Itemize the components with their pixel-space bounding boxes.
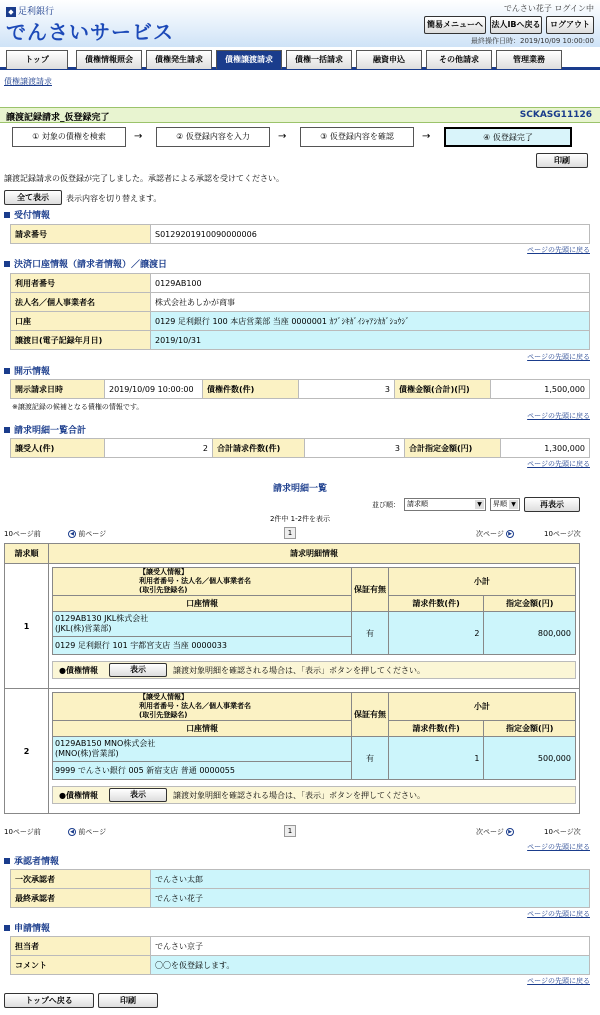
sort-value: 請求順 bbox=[407, 500, 428, 508]
claim-label: ●債権情報 bbox=[59, 791, 98, 800]
section-disclosure bbox=[4, 364, 50, 377]
field-label: 合計指定金額(円) bbox=[405, 439, 501, 458]
summary-table bbox=[10, 438, 590, 458]
spacer bbox=[52, 804, 576, 810]
section-title: 決済口座情報（請求者情報）／譲渡日 bbox=[14, 260, 168, 270]
total-amount: 1,300,000 bbox=[501, 439, 590, 458]
chevron-down-icon: ▼ bbox=[475, 500, 484, 509]
assignee-info bbox=[53, 737, 352, 762]
section-marker-icon bbox=[4, 368, 10, 374]
guarantee-value: 有 bbox=[352, 737, 389, 780]
chevron-down-icon: ▼ bbox=[509, 500, 518, 509]
col-amount: 指定金額(円) bbox=[484, 721, 576, 737]
field-label: 合計請求件数(件) bbox=[213, 439, 305, 458]
field-label: 譲受人(件) bbox=[11, 439, 105, 458]
back-to-top-link[interactable]: ページの先頭に戻る bbox=[527, 977, 590, 985]
tab-inquiry[interactable]: 債権情報照会 bbox=[76, 50, 142, 69]
claim-info-bar bbox=[52, 786, 576, 804]
print-button-top[interactable]: 印刷 bbox=[536, 153, 588, 168]
designated-amount: 800,000 bbox=[484, 612, 576, 655]
page-title: 譲渡記録請求_仮登録完了 bbox=[6, 113, 110, 123]
assignee-info bbox=[53, 612, 352, 637]
disclosure-note: ※譲渡記録の候補となる債権の情報です。 bbox=[12, 403, 144, 411]
col-subtotal: 小計 bbox=[388, 693, 575, 721]
next-link[interactable] bbox=[476, 529, 514, 539]
row-no: 2 bbox=[5, 689, 49, 814]
field-label: 開示請求日時 bbox=[11, 380, 105, 399]
arrow-left-icon: ◀ bbox=[68, 828, 76, 836]
order-value: 昇順 bbox=[493, 500, 507, 508]
section-summary bbox=[4, 423, 86, 436]
back-to-top-link[interactable]: ページの先頭に戻る bbox=[527, 246, 590, 254]
user-number: 0129AB100 bbox=[151, 274, 590, 293]
detail-inner bbox=[52, 692, 576, 780]
step-arrow-icon: → bbox=[278, 131, 287, 142]
step-4-current: ④ 仮登録完了 bbox=[444, 127, 572, 147]
detail-inner bbox=[52, 567, 576, 655]
step-2: ② 仮登録内容を入力 bbox=[156, 127, 270, 147]
col-detail: 請求明細情報 bbox=[49, 544, 580, 564]
claim-info-bar bbox=[52, 661, 576, 679]
show-all-button[interactable]: 全て表示 bbox=[4, 190, 62, 205]
section-marker-icon bbox=[4, 925, 10, 931]
claim-show-button[interactable]: 表示 bbox=[109, 788, 167, 802]
claim-amount: 1,500,000 bbox=[491, 380, 590, 399]
field-label: 譲渡日(電子記録年月日) bbox=[11, 331, 151, 350]
section-marker-icon bbox=[4, 858, 10, 864]
section-title: 受付情報 bbox=[14, 211, 51, 221]
total-request-count: 3 bbox=[305, 439, 405, 458]
person-in-charge: でんさい京子 bbox=[151, 937, 590, 956]
corp-name: 株式会社あしかが商事 bbox=[151, 293, 590, 312]
section-title: 請求明細一覧合計 bbox=[14, 426, 87, 436]
simple-menu-button[interactable]: 簡易メニューへ bbox=[424, 16, 486, 34]
col-account: 口座情報 bbox=[53, 596, 352, 612]
back-to-top-button[interactable]: トップへ戻る bbox=[4, 993, 94, 1008]
col-count: 請求件数(件) bbox=[388, 596, 484, 612]
final-approver: でんさい花子 bbox=[151, 889, 590, 908]
back-to-top-link[interactable]: ページの先頭に戻る bbox=[527, 353, 590, 361]
redisplay-button[interactable]: 再表示 bbox=[524, 497, 580, 512]
back-to-top-link[interactable]: ページの先頭に戻る bbox=[527, 843, 590, 851]
breadcrumb[interactable]: 債権譲渡請求 bbox=[4, 77, 52, 86]
step-arrow-icon: → bbox=[422, 131, 431, 142]
col-amount: 指定金額(円) bbox=[484, 596, 576, 612]
arrow-right-icon: ▶ bbox=[506, 828, 514, 836]
spacer bbox=[52, 679, 576, 685]
section-title: 承認者情報 bbox=[14, 857, 60, 867]
account-info: 0129 足利銀行 100 本店営業部 当座 0000001 ｶﾌﾞｼｷｶﾞｲｼｬｱｼｶｶﾞｼｮｳｼﾞ bbox=[151, 312, 590, 331]
field-label: 一次承認者 bbox=[11, 870, 151, 889]
col-account: 口座情報 bbox=[53, 721, 352, 737]
field-label: 債権金額(合計)(円) bbox=[395, 380, 491, 399]
step-1: ① 対象の債権を検索 bbox=[12, 127, 126, 147]
field-label: 利用者番号 bbox=[11, 274, 151, 293]
account-table bbox=[10, 273, 590, 350]
field-label: 最終承認者 bbox=[11, 889, 151, 908]
step-3: ③ 仮登録内容を確認 bbox=[300, 127, 414, 147]
disclosure-datetime: 2019/10/09 10:00:00 bbox=[105, 380, 203, 399]
request-number: S0129201910090000006 bbox=[151, 225, 590, 244]
next-link[interactable] bbox=[476, 827, 514, 837]
field-label: 法人名／個人事業者名 bbox=[11, 293, 151, 312]
prev-link[interactable] bbox=[68, 529, 106, 539]
tab-top[interactable]: トップ bbox=[6, 50, 68, 69]
completion-message: 譲渡記録請求の仮登録が完了しました。承認者による承認を受けてください。 bbox=[4, 174, 284, 183]
section-account bbox=[4, 257, 167, 270]
section-title: 開示情報 bbox=[14, 367, 51, 377]
comment: 〇〇を仮登録します。 bbox=[151, 956, 590, 975]
assignee-line1: 0129AB130 JKL株式会社 bbox=[55, 614, 149, 623]
field-label: 債権件数(件) bbox=[203, 380, 299, 399]
app-title: でんさいサービス bbox=[6, 20, 174, 44]
next10-link[interactable]: 10ページ次 bbox=[544, 828, 581, 836]
section-application bbox=[4, 921, 50, 934]
col-assignee: 【譲受人情報】 利用者番号・法人名／個人事業者名 (取引先登録名) bbox=[53, 568, 352, 596]
section-reception bbox=[4, 208, 50, 221]
tab-other[interactable]: その他請求 bbox=[426, 50, 492, 69]
user-info: でんさい花子 ログイン中 bbox=[503, 4, 594, 13]
detail-table bbox=[4, 543, 580, 814]
tab-admin[interactable]: 管理業務 bbox=[496, 50, 562, 69]
next10-link[interactable]: 10ページ次 bbox=[544, 530, 581, 538]
prev10-link[interactable]: 10ページ前 bbox=[4, 530, 41, 538]
claim-count: 3 bbox=[299, 380, 395, 399]
row-no: 1 bbox=[5, 564, 49, 689]
section-marker-icon bbox=[4, 261, 10, 267]
approver-table bbox=[10, 869, 590, 908]
col-assignee: 【譲受人情報】 利用者番号・法人名／個人事業者名 (取引先登録名) bbox=[53, 693, 352, 721]
tab-loan[interactable]: 融資申込 bbox=[356, 50, 422, 69]
claim-desc: 譲渡対象明細を確認される場合は、「表示」ボタンを押してください。 bbox=[173, 791, 425, 800]
col-guarantee: 保証有無 bbox=[352, 693, 389, 737]
application-table bbox=[10, 936, 590, 975]
last-operation: 最終操作日時：2019/10/09 10:00:00 bbox=[470, 37, 594, 45]
prev-label: 前ページ bbox=[78, 530, 107, 538]
step-arrow-icon: → bbox=[134, 131, 143, 142]
col-no: 請求順 bbox=[5, 544, 49, 564]
bank-mark-icon: ◆ bbox=[6, 7, 16, 17]
account-info: 9999 でんさい銀行 005 新宿支店 普通 0000055 bbox=[53, 762, 352, 780]
tab-bulk[interactable]: 債権一括請求 bbox=[286, 50, 352, 69]
assignee-line2: (JKL(株)営業部) bbox=[55, 624, 112, 633]
print-button-bottom[interactable]: 印刷 bbox=[98, 993, 158, 1008]
section-marker-icon bbox=[4, 427, 10, 433]
account-info: 0129 足利銀行 101 宇都宮支店 当座 0000033 bbox=[53, 637, 352, 655]
disclosure-table bbox=[10, 379, 590, 399]
request-count: 2 bbox=[388, 612, 484, 655]
reception-table bbox=[10, 224, 590, 244]
tab-bar bbox=[0, 48, 600, 70]
section-marker-icon bbox=[4, 212, 10, 218]
assignee-line1: 0129AB150 MNO株式会社 bbox=[55, 739, 156, 748]
order-select[interactable] bbox=[490, 498, 520, 511]
sort-label: 並び順： bbox=[372, 501, 400, 509]
guarantee-value: 有 bbox=[352, 612, 389, 655]
first-approver: でんさい太郎 bbox=[151, 870, 590, 889]
prev10-link[interactable]: 10ページ前 bbox=[4, 828, 41, 836]
claim-desc: 譲渡対象明細を確認される場合は、「表示」ボタンを押してください。 bbox=[173, 666, 425, 675]
bank-name: 足利銀行 bbox=[18, 7, 55, 17]
section-approver bbox=[4, 854, 59, 867]
page-number[interactable]: 1 bbox=[284, 825, 296, 837]
section-title: 申請情報 bbox=[14, 924, 51, 934]
field-label: 担当者 bbox=[11, 937, 151, 956]
detail-cell bbox=[49, 564, 580, 689]
col-guarantee: 保証有無 bbox=[352, 568, 389, 612]
next-label: 次ページ bbox=[476, 530, 504, 538]
page-number[interactable]: 1 bbox=[284, 527, 296, 539]
tab-transfer[interactable]: 債権譲渡請求 bbox=[216, 50, 282, 69]
arrow-right-icon: ▶ bbox=[506, 530, 514, 538]
next-label: 次ページ bbox=[476, 828, 504, 836]
transfer-date: 2019/10/31 bbox=[151, 331, 590, 350]
col-count: 請求件数(件) bbox=[388, 721, 484, 737]
claim-show-button[interactable]: 表示 bbox=[109, 663, 167, 677]
sort-select[interactable] bbox=[404, 498, 486, 511]
arrow-left-icon: ◀ bbox=[68, 530, 76, 538]
prev-link[interactable] bbox=[68, 827, 106, 837]
request-count: 1 bbox=[388, 737, 484, 780]
back-to-top-link[interactable]: ページの先頭に戻る bbox=[527, 460, 590, 468]
prev-label: 前ページ bbox=[78, 828, 107, 836]
designated-amount: 500,000 bbox=[484, 737, 576, 780]
detail-cell bbox=[49, 689, 580, 814]
list-title: 請求明細一覧 bbox=[272, 484, 327, 494]
result-count: 2件中 1-2件を表示 bbox=[269, 515, 331, 523]
assignee-line2: (MNO(株)営業部) bbox=[55, 749, 119, 758]
field-label: 請求番号 bbox=[11, 225, 151, 244]
field-label: コメント bbox=[11, 956, 151, 975]
back-to-top-link[interactable]: ページの先頭に戻る bbox=[527, 412, 590, 420]
logout-button[interactable]: ログアウト bbox=[546, 16, 594, 34]
tab-issue[interactable]: 債権発生請求 bbox=[146, 50, 212, 69]
screen-id: SCKASG11126 bbox=[519, 110, 592, 120]
corp-ib-button[interactable]: 法人IBへ戻る bbox=[490, 16, 542, 34]
assignee-count: 2 bbox=[105, 439, 213, 458]
back-to-top-link[interactable]: ページの先頭に戻る bbox=[527, 910, 590, 918]
claim-label: ●債権情報 bbox=[59, 666, 98, 675]
field-label: 口座 bbox=[11, 312, 151, 331]
show-all-desc: 表示内容を切り替えます。 bbox=[66, 194, 162, 203]
col-subtotal: 小計 bbox=[388, 568, 575, 596]
